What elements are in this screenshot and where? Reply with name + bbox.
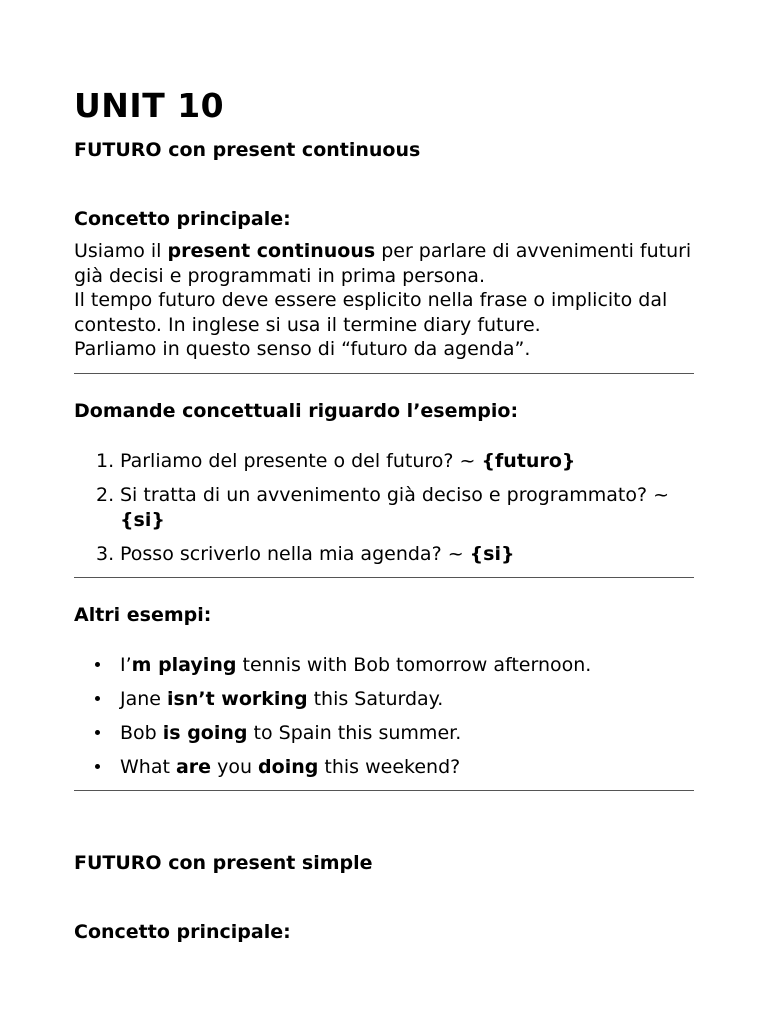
divider (74, 373, 694, 374)
concept-heading-2: Concetto principale: (74, 921, 291, 943)
text-span: this Saturday. (307, 688, 444, 710)
verb-bold: is going (162, 722, 248, 744)
text-span: Jane (120, 688, 168, 710)
bold-term: present continuous (167, 240, 376, 262)
examples-heading: Altri esempi: (74, 604, 212, 626)
concept-paragraph-3: Parliamo in questo senso di “futuro da agenda”. (74, 338, 531, 360)
example-item (74, 755, 591, 780)
question-answer: {si} (469, 542, 515, 565)
question-text: Posso scriverlo nella mia agenda? ~ (120, 542, 470, 565)
bullet-icon (95, 730, 100, 735)
question-number: 1. (96, 450, 115, 472)
verb-bold: isn’t working (167, 688, 308, 710)
concept-body (74, 239, 694, 362)
text-span: per parlare di avvenimenti futuri già decisi e programmati in prima persona. (74, 240, 692, 287)
concept-paragraph-1 (74, 239, 694, 288)
bullet-icon (95, 662, 100, 667)
questions-list (74, 449, 694, 576)
verb-bold: m playing (131, 654, 237, 676)
question-number: 2. (96, 484, 115, 506)
verb-bold: doing (258, 756, 319, 778)
verb-bold: are (175, 756, 212, 778)
bullet-icon (95, 696, 100, 701)
text-span: What (120, 756, 176, 778)
question-number: 3. (96, 542, 115, 565)
text-span: Usiamo il (74, 240, 168, 262)
text-span: Bob (120, 722, 163, 744)
question-item (74, 483, 694, 532)
example-item (74, 653, 591, 678)
text-span: you (211, 756, 259, 778)
question-item (74, 542, 694, 567)
examples-list (74, 653, 591, 789)
concept-heading: Concetto principale: (74, 208, 291, 230)
questions-heading: Domande concettuali riguardo l’esempio: (74, 400, 519, 422)
question-answer: {futuro} (481, 450, 576, 472)
question-text: Si tratta di un avvenimento già deciso e programmato? ~ (120, 484, 670, 506)
divider (74, 577, 694, 578)
question-text: Parliamo del presente o del futuro? ~ (120, 450, 482, 472)
text-span: I’ (120, 654, 132, 676)
section-title-present-continuous: FUTURO con present continuous (74, 139, 421, 161)
example-item (74, 721, 591, 746)
text-span: this weekend? (318, 756, 461, 778)
section-title-present-simple: FUTURO con present simple (74, 852, 373, 874)
concept-paragraph-2: Il tempo futuro deve essere esplicito nella frase o implicito dal contesto. In inglese si usa il termine diary future. (74, 289, 668, 336)
question-item (74, 449, 694, 474)
unit-title: UNIT 10 (74, 86, 225, 125)
text-span: tennis with Bob tomorrow afternoon. (236, 654, 592, 676)
text-span: to Spain this summer. (247, 722, 462, 744)
question-answer: {si} (120, 508, 165, 531)
divider (74, 790, 694, 791)
bullet-icon (95, 764, 100, 769)
example-item (74, 687, 591, 712)
